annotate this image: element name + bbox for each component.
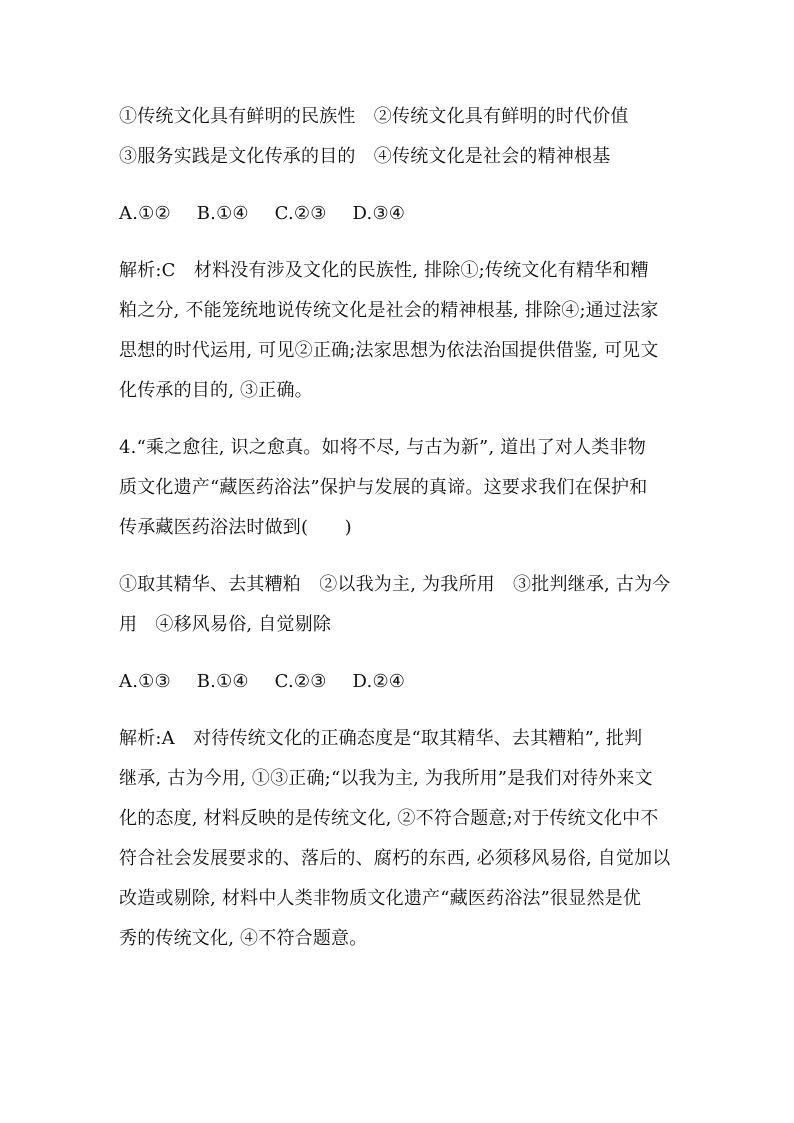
q3-analysis-line-4: 化传承的目的, ③正确。	[119, 380, 313, 401]
q4-option-b: B.①④	[196, 671, 249, 692]
q3-statement-line-1: ①传统文化具有鲜明的民族性 ②传统文化具有鲜明的时代价值	[119, 106, 629, 127]
q3-analysis-line-1: 解析:C 材料没有涉及文化的民族性, 排除①;传统文化有精华和糟	[119, 260, 649, 281]
q4-option-a: A.①③	[119, 671, 171, 692]
q3-option-c: C.②③	[274, 203, 327, 224]
q3-analysis-line-2: 粕之分, 不能笼统地说传统文化是社会的精神根基, 排除④;通过法家	[119, 300, 659, 321]
q4-analysis-line-1: 解析:A 对待传统文化的正确态度是“取其精华、去其糟粕”, 批判	[119, 728, 643, 749]
q3-analysis-line-3: 思想的时代运用, 可见②正确;法家思想为依法治国提供借鉴, 可见文	[119, 340, 659, 361]
q4-analysis-line-5: 改造或剔除, 材料中人类非物质文化遗产“藏医药浴法”很显然是优	[119, 888, 642, 909]
q4-options	[119, 673, 709, 691]
q3-statement-line-2: ③服务实践是文化传承的目的 ④传统文化是社会的精神根基	[119, 146, 611, 167]
q3-options	[119, 205, 709, 223]
q4-stem-line-1: 4.“乘之愈往, 识之愈真。如将不尽, 与古为新”, 道出了对人类非物	[119, 437, 646, 458]
q3-option-b: B.①④	[196, 203, 249, 224]
q4-analysis-line-2: 继承, 古为今用, ①③正确;“以我为主, 为我所用”是我们对待外来文	[119, 768, 653, 789]
q4-analysis-line-3: 化的态度, 材料反映的是传统文化, ②不符合题意;对于传统文化中不	[119, 808, 659, 829]
q4-stem-line-3: 传承藏医药浴法时做到( )	[119, 517, 352, 538]
q4-option-c: C.②③	[274, 671, 327, 692]
q4-statement-line-2: 用 ④移风易俗, 自觉剔除	[119, 614, 332, 635]
q3-option-d: D.③④	[352, 203, 406, 224]
q4-analysis-line-4: 符合社会发展要求的、落后的、腐朽的东西, 必须移风易俗, 自觉加以	[119, 848, 671, 869]
q4-option-d: D.②④	[352, 671, 406, 692]
q4-analysis-line-6: 秀的传统文化, ④不符合题意。	[119, 928, 368, 949]
q4-statement-line-1: ①取其精华、去其糟粕 ②以我为主, 为我所用 ③批判继承, 古为今	[119, 574, 671, 595]
q3-option-a: A.①②	[119, 203, 171, 224]
q4-stem-line-2: 质文化遗产“藏医药浴法”保护与发展的真谛。这要求我们在保护和	[119, 477, 648, 498]
